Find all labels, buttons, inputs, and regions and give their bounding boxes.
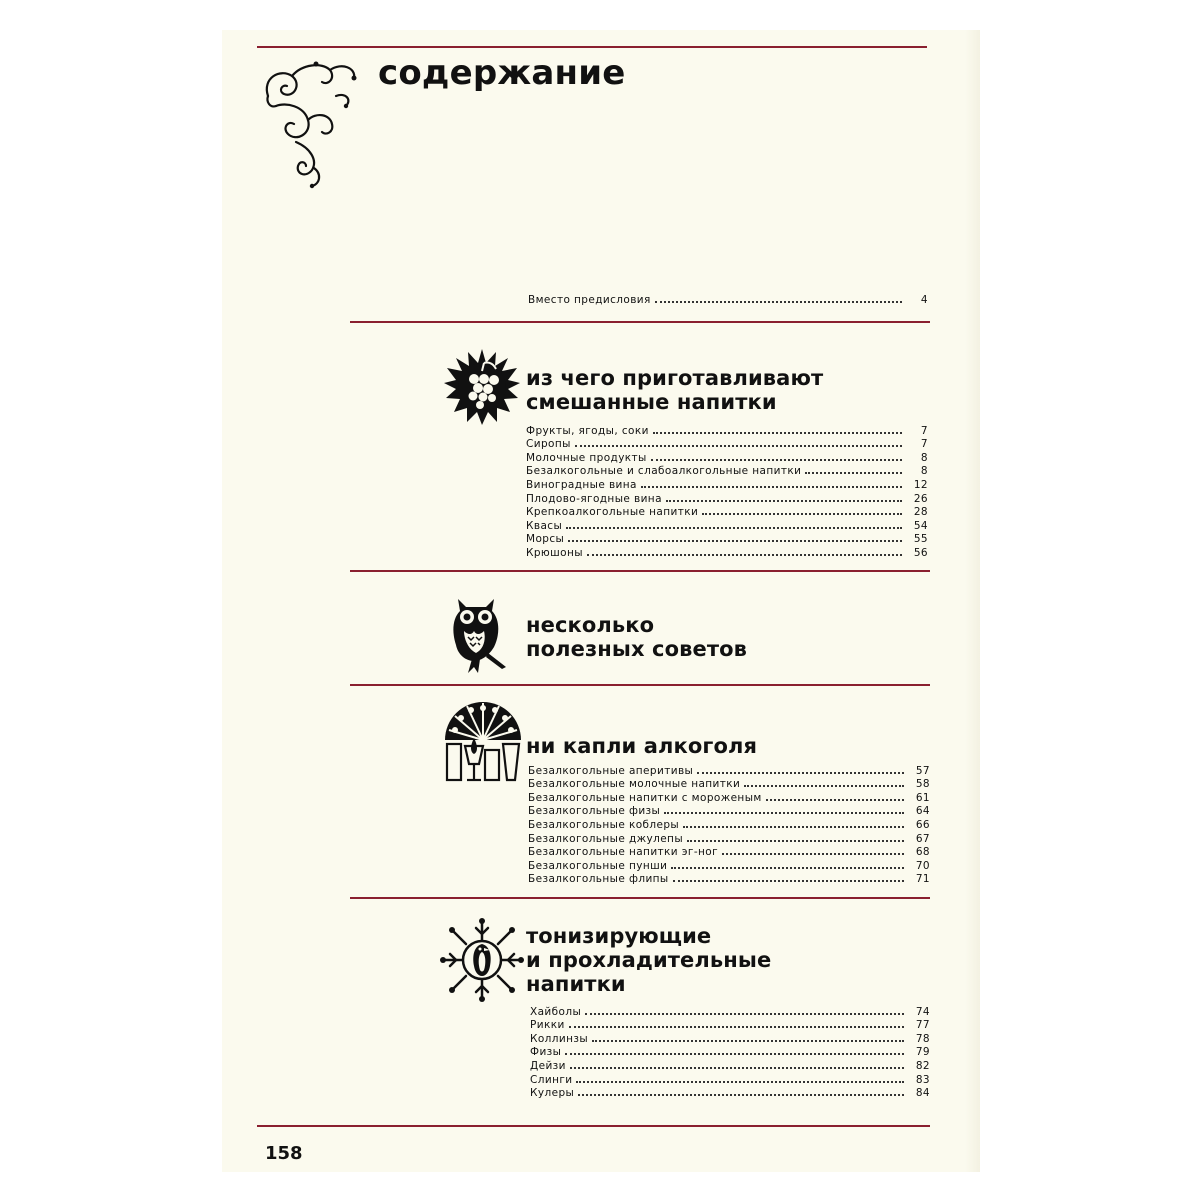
page-number: 158: [265, 1143, 303, 1164]
toc-label: Дейзи: [530, 1059, 566, 1072]
toc-row[interactable]: [530, 1072, 930, 1086]
toc-page: 83: [915, 1073, 930, 1086]
toc-label: Крепкоалкогольные напитки: [526, 506, 699, 519]
toc-label: Вместо предисловия: [528, 293, 651, 306]
toc-leader: [566, 527, 902, 529]
toc-row[interactable]: [528, 817, 930, 831]
toc-leader: [673, 880, 904, 882]
section-title-tips: [526, 613, 747, 661]
toc-label: Квасы: [526, 519, 563, 532]
toc-page: 57: [915, 764, 930, 777]
snowflake-penguin-icon: [440, 918, 524, 1002]
page-title: содержание: [378, 53, 626, 93]
toc-label: Хайболы: [530, 1005, 582, 1018]
toc-label: Молочные продукты: [526, 451, 647, 464]
toc-leader: [664, 812, 904, 814]
toc-label: Виноградные вина: [526, 478, 637, 491]
toc-label: Безалкогольные флипы: [528, 873, 669, 886]
toc-page: 78: [915, 1032, 930, 1045]
toc-leader: [568, 540, 902, 542]
toc-leader: [744, 785, 904, 787]
toc-leader: [570, 1067, 904, 1069]
toc-row[interactable]: [526, 477, 928, 491]
toc-label: Морсы: [526, 533, 565, 546]
toc-label: Безалкогольные аперитивы: [528, 764, 694, 777]
ornament-swirl-icon: [256, 56, 366, 191]
toc-row[interactable]: [526, 491, 928, 505]
toc-page: 79: [915, 1046, 930, 1059]
toc-page: 67: [915, 832, 930, 845]
toc-label: Безалкогольные джулепы: [528, 832, 684, 845]
toc-row[interactable]: [526, 437, 928, 451]
toc-row[interactable]: [528, 858, 930, 872]
book-page: [222, 30, 980, 1172]
toc-leader: [666, 500, 902, 502]
toc-page: 7: [920, 438, 928, 451]
toc-label: Коллинзы: [530, 1032, 589, 1045]
toc-page: 8: [920, 465, 928, 478]
toc-row[interactable]: [528, 292, 928, 306]
toc-page: 66: [915, 818, 930, 831]
grapes-icon: [444, 349, 520, 425]
toc-row[interactable]: [528, 763, 930, 777]
toc-page: 8: [920, 451, 928, 464]
section-title-line: ни капли алкоголя: [526, 734, 758, 758]
toc-list-no-alcohol: [528, 763, 930, 885]
toc-leader: [697, 772, 904, 774]
section-rule: [350, 570, 930, 572]
section-title-ingredients: [526, 366, 823, 414]
toc-page: 55: [913, 533, 928, 546]
toc-row[interactable]: [526, 423, 928, 437]
toc-row[interactable]: [526, 464, 928, 478]
toc-label: Безалкогольные напитки с мороженым: [528, 791, 762, 804]
toc-label: Слинги: [530, 1073, 573, 1086]
toc-leader: [722, 853, 904, 855]
toc-page: 82: [915, 1059, 930, 1072]
section-rule: [350, 684, 930, 686]
toc-row[interactable]: [530, 1004, 930, 1018]
toc-row[interactable]: [526, 518, 928, 532]
section-title-line: смешанные напитки: [526, 390, 777, 414]
top-rule: [257, 46, 927, 48]
toc-leader: [671, 867, 904, 869]
bottom-rule: [257, 1125, 930, 1127]
toc-leader: [575, 445, 902, 447]
toc-row[interactable]: [526, 450, 928, 464]
toc-page: 4: [920, 293, 928, 306]
owl-icon: [444, 595, 508, 675]
toc-leader: [683, 826, 904, 828]
toc-page: 77: [915, 1019, 930, 1032]
toc-row[interactable]: [528, 845, 930, 859]
toc-leader: [805, 472, 902, 474]
toc-leader: [655, 301, 902, 303]
toc-row[interactable]: [530, 1058, 930, 1072]
toc-row[interactable]: [530, 1045, 930, 1059]
toc-row[interactable]: [530, 1018, 930, 1032]
toc-leader: [565, 1053, 904, 1055]
toc-row[interactable]: [526, 545, 928, 559]
toc-intro: [528, 292, 928, 306]
toc-label: Кулеры: [530, 1087, 575, 1100]
toc-page: 71: [915, 873, 930, 886]
toc-row[interactable]: [528, 790, 930, 804]
toc-label: Безалкогольные коблеры: [528, 818, 680, 831]
toc-page: 58: [915, 778, 930, 791]
toc-label: Крюшоны: [526, 546, 583, 559]
toc-leader: [578, 1094, 904, 1096]
section-title-line: полезных советов: [526, 637, 748, 661]
toc-label: Плодово-ягодные вина: [526, 492, 662, 505]
toc-row[interactable]: [528, 831, 930, 845]
toc-label: Безалкогольные физы: [528, 805, 661, 818]
toc-label: Фрукты, ягоды, соки: [526, 424, 649, 437]
section-title-line: тонизирующие: [526, 924, 712, 948]
toc-page: 56: [913, 546, 928, 559]
toc-page: 68: [915, 846, 930, 859]
section-title-line: несколько: [526, 613, 655, 637]
toc-list-tonic: [530, 1004, 930, 1099]
toc-label: Безалкогольные молочные напитки: [528, 778, 741, 791]
section-title-no-alcohol: [526, 734, 757, 758]
toc-row[interactable]: [526, 505, 928, 519]
section-title-tonic: [526, 924, 771, 996]
page-edge: [965, 30, 980, 1172]
toc-row[interactable]: [530, 1031, 930, 1045]
toc-label: Физы: [530, 1046, 562, 1059]
toc-leader: [687, 840, 904, 842]
toc-label: Безалкогольные и слабоалкогольные напитки: [526, 465, 802, 478]
toc-leader: [651, 459, 902, 461]
toc-row[interactable]: [530, 1086, 930, 1100]
section-rule: [350, 321, 930, 323]
toc-page: 28: [913, 506, 928, 519]
toc-page: 64: [915, 805, 930, 818]
toc-leader: [592, 1040, 904, 1042]
toc-leader: [766, 799, 904, 801]
toc-leader: [702, 513, 902, 515]
toc-page: 12: [913, 478, 928, 491]
toc-label: Рикки: [530, 1019, 565, 1032]
toc-leader: [587, 554, 902, 556]
section-title-line: напитки: [526, 972, 626, 996]
toc-leader: [576, 1081, 904, 1083]
toc-row[interactable]: [526, 532, 928, 546]
toc-page: 84: [915, 1087, 930, 1100]
toc-leader: [641, 486, 902, 488]
section-title-line: и прохладительные: [526, 948, 772, 972]
toc-leader: [569, 1026, 904, 1028]
toc-label: Сиропы: [526, 438, 571, 451]
toc-leader: [585, 1013, 904, 1015]
toc-row[interactable]: [528, 872, 930, 886]
toc-list-ingredients: [526, 423, 928, 559]
section-title-line: из чего приготавливают: [526, 366, 824, 390]
toc-row[interactable]: [528, 777, 930, 791]
toc-label: Безалкогольные напитки эг-ног: [528, 846, 719, 859]
toc-row[interactable]: [528, 804, 930, 818]
toc-leader: [653, 432, 902, 434]
toc-page: 74: [915, 1005, 930, 1018]
toc-page: 70: [915, 859, 930, 872]
toc-page: 61: [915, 791, 930, 804]
toc-page: 7: [920, 424, 928, 437]
toc-page: 54: [913, 519, 928, 532]
toc-label: Безалкогольные пунши: [528, 859, 668, 872]
peacock-glasses-icon: [443, 700, 523, 786]
toc-page: 26: [913, 492, 928, 505]
section-rule: [350, 897, 930, 899]
